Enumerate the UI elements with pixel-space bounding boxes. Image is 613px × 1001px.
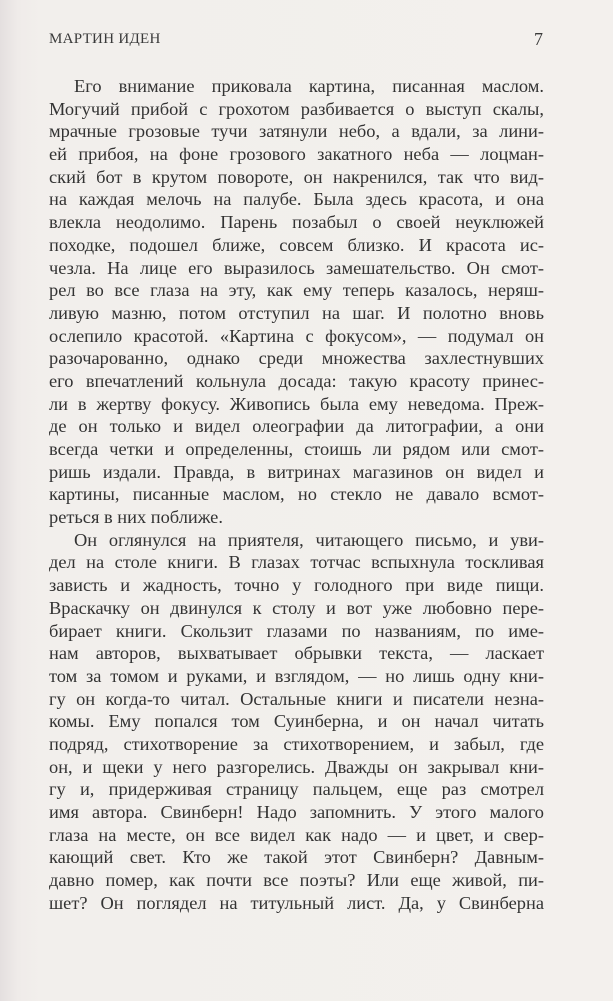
text-line: подряд, стихотворение за стихотворением, и забыл, где [49,733,544,754]
page-number: 7 [534,29,543,49]
text-line: гу и, придерживая страницу пальцем, еще раз смотрел [49,779,544,800]
text-line: разочарованно, однако среди множества захлестнувших [49,348,544,369]
text-line: ский бот в крутом повороте, он накренился, так что вид- [49,166,544,187]
text-line: дел на столе книги. В глазах тотчас вспыхнула тоскливая [49,552,544,573]
text-line: глаза на месте, он все видел как надо — и цвет, и свер- [49,824,544,845]
text-line: имя автора. Свинберн! Надо запомнить. У этого малого [49,802,544,822]
text-line: рел во все глаза на эту, как ему теперь казалось, неряш- [49,280,544,301]
text-line: походке, подошел ближе, совсем близко. И красота ис- [49,234,544,255]
text-line: его впечатлений кольнула досада: такую красоту принес- [49,370,544,391]
text-line: нам авторов, выхватывает обрывки текста, — ласкает [49,643,544,664]
text-line: бирает книги. Скользит глазами по названиям, по име- [49,620,544,641]
text-line: чезла. На лице его выразилось замешательство. Он смот- [49,257,544,278]
text-line: влекла неодолимо. Парень позабыл о своей неуклюжей [49,212,544,233]
text-line: всегда четки и определенны, стоишь ли рядом или смот- [49,439,544,459]
text-line: ей прибоя, на фоне грозового закатного неба — лоцман- [49,144,544,165]
text-line: ливую мазню, потом отступил на шаг. И полотно вновь [49,302,544,323]
text-line: де он только и видел олеографии да литографии, а они [49,416,544,437]
paragraph [49,529,544,915]
text-line: Его внимание приковала картина, писанная маслом. [74,76,544,96]
text-line: зависть и жадность, точно у голодного при виде пищи. [49,575,544,596]
text-line: давно помер, как почти все поэты? Или еще живой, пи- [49,870,544,891]
text-line: Могучий прибой с грохотом разбивается о выступ скалы, [49,98,544,119]
text-line: он, и щеки у него разгорелись. Дважды он закрывал кни- [49,756,544,777]
text-line: ришь издали. Правда, в витринах магазинов он видел и [49,461,544,482]
text-line: гу он когда-то читал. Остальные книги и писатели незна- [49,688,544,709]
text-line: ослепило красотой. «Картина с фокусом», — подумал он [49,325,544,346]
body-text [49,75,544,914]
text-line: Он оглянулся на приятеля, читающего письмо, и уви- [74,529,544,550]
text-line: ли в жертву фокусу. Живопись была ему неведома. Преж- [49,393,544,414]
text-line: на каждая мелочь на палубе. Была здесь красота, и она [49,189,544,210]
text-line: том за томом и руками, и взглядом, — но лишь одну кни- [49,665,544,686]
text-line: Враскачку он двинулся к столу и вот уже любовно пере- [49,597,544,618]
paragraph [49,75,544,529]
text-line: шет? Он поглядел на титульный лист. Да, у Свинберна [49,892,544,913]
text-line: реться в них поближе. [49,507,223,528]
text-line: комы. Ему попался том Суинберна, и он начал читать [49,711,544,732]
text-line: картины, писанные маслом, но стекло не давало всмот- [49,484,544,505]
text-line: кающий свет. Кто же такой этот Свинберн? Давным- [49,847,544,868]
running-title: МАРТИН ИДЕН [49,31,161,47]
text-line: мрачные грозовые тучи затянули небо, а вдали, за лини- [49,121,544,142]
